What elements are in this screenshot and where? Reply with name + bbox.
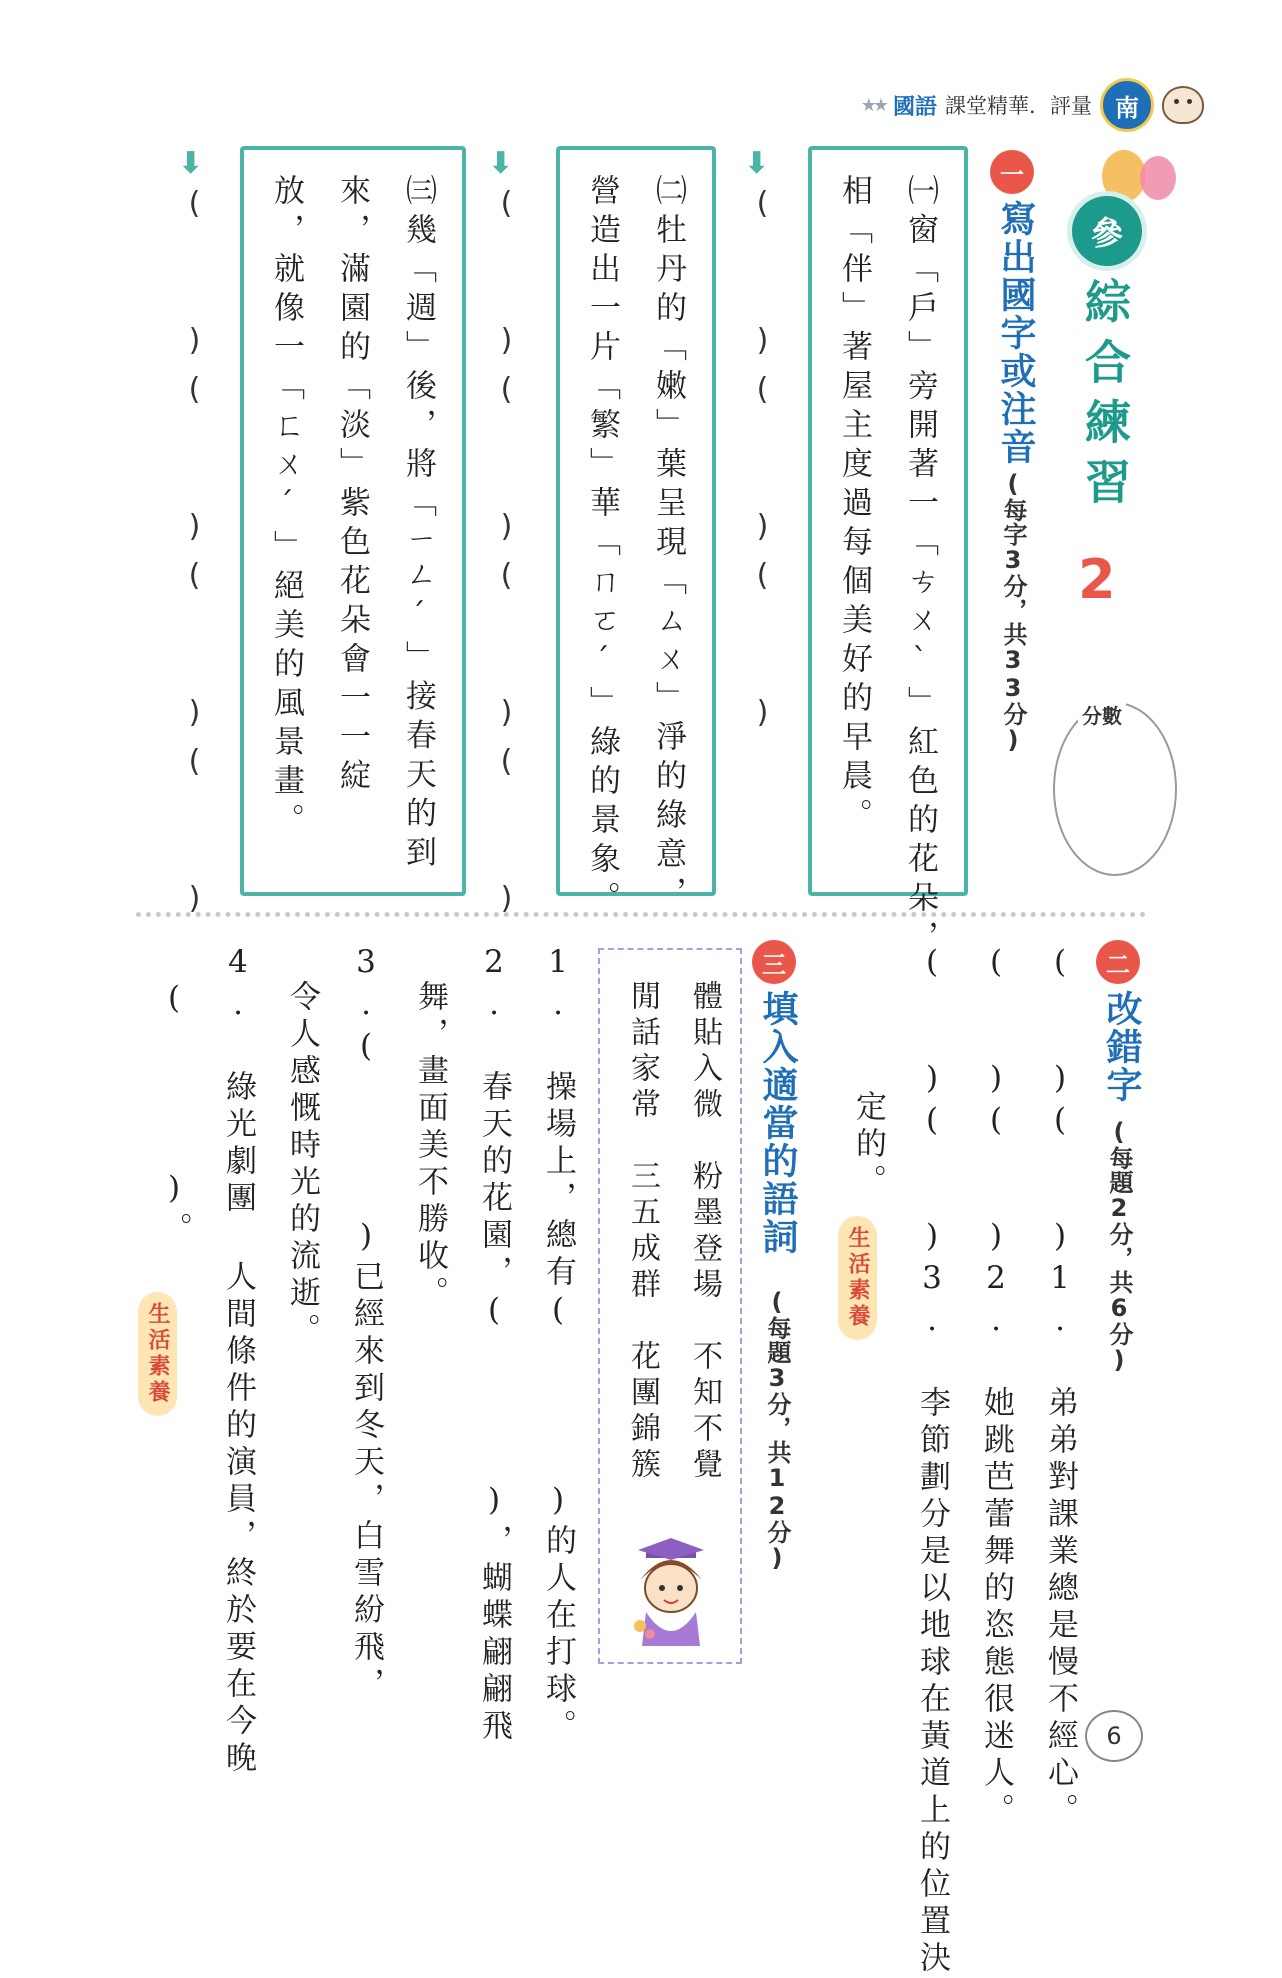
answer-blanks-2[interactable]: ( )( )( )( ) xyxy=(489,186,524,930)
q2-item-2: ( )( )2. 她跳芭蕾舞的恣態很迷人。 xyxy=(978,944,1014,1830)
passage-3-line-2: 來，滿園的「淡」紫色花朵會一一綻 xyxy=(334,174,370,798)
edition-badge: 南 xyxy=(1100,78,1154,132)
passage-box-3 xyxy=(240,146,466,896)
passage-2-line-1: ㈡牡丹的「嫩」葉呈現「ㄙㄨ」淨的綠意， xyxy=(650,174,686,915)
passage-3-line-3: 放，就像一「ㄈㄨˊ」絕美的風景畫。 xyxy=(268,174,304,842)
literacy-tag: 生活素養 xyxy=(838,1216,877,1340)
question-3-heading: 填入適當的語詞 xyxy=(757,990,798,1256)
section-number: 2 xyxy=(1078,548,1116,611)
passage-3-line-1: ㈢幾「週」後，將「ㄧㄥˊ」接春天的到 xyxy=(400,174,436,875)
question-2-number: 二 xyxy=(1096,940,1140,984)
question-2-heading: 改錯字 xyxy=(1101,990,1142,1104)
question-1-note: (每字3分，共33分) xyxy=(999,470,1027,754)
q2-item-1: ( )( )1. 弟弟對課業總是慢不經心。 xyxy=(1042,944,1078,1830)
passage-1-line-1: ㈠窗「戶」旁開著一「ㄘㄨˋ」紅色的花朵， xyxy=(902,174,938,959)
mascot-icon xyxy=(1162,86,1204,124)
answer-blanks-3[interactable]: ( )( )( )( ) xyxy=(177,186,212,930)
q2-item-3-cont: 定的。 xyxy=(850,1090,886,1201)
passage-1-line-2: 相「伴」著屋主度過每個美好的早晨。 xyxy=(836,174,872,837)
arrow-down-icon: ⬇ xyxy=(178,146,204,181)
word-bank xyxy=(598,948,742,1664)
section-divider xyxy=(136,912,1146,917)
word-bank-col-2: 閒話家常 三五成群 花團錦簇 xyxy=(625,980,660,1484)
q3-item-2: 2. 春天的花園，( )，蝴蝶翩翩飛 xyxy=(476,944,512,1746)
question-3-note: (每題3分，共12分) xyxy=(763,1288,791,1572)
question-2-note: (每題2分，共6分) xyxy=(1105,1118,1133,1374)
section-label: 參 xyxy=(1072,196,1142,266)
question-1-number: 一 xyxy=(990,150,1034,194)
subject-label: 國語 xyxy=(892,94,937,120)
arrow-down-icon: ⬇ xyxy=(744,146,770,181)
q3-item-2-cont: 舞，畫面美不勝收。 xyxy=(412,980,448,1313)
question-1-heading: 寫出國字或注音 xyxy=(995,200,1036,466)
answer-blanks-1[interactable]: ( )( )( ) xyxy=(745,186,780,744)
book-title: 課堂精華．評量 xyxy=(945,94,1092,118)
passage-box-2 xyxy=(556,146,716,920)
passage-2-line-2: 營造出一片「繁」華「ㄇㄛˊ」綠的景象。 xyxy=(584,174,620,920)
score-label: 分數 xyxy=(1078,700,1126,729)
question-3-number: 三 xyxy=(752,940,796,984)
q3-item-3: 3.( )已經來到冬天，白雪紛飛， xyxy=(348,944,384,1704)
q3-item-3-cont: 令人感慨時光的流逝。 xyxy=(284,980,320,1350)
arrow-down-icon: ⬇ xyxy=(488,146,514,181)
q3-item-1: 1. 操場上，總有( )的人在打球。 xyxy=(540,944,576,1746)
q3-item-4: 4. 綠光劇團 人間條件的演員，終於要在今晚 xyxy=(220,944,256,1778)
page-number: 6 xyxy=(1085,1710,1143,1762)
passage-box-1 xyxy=(808,146,968,959)
word-bank-col-1: 體貼入微 粉墨登場 不知不覺 xyxy=(687,980,722,1484)
q3-item-4-cont: ( )。 xyxy=(156,980,192,1249)
balloon-icon xyxy=(1140,156,1176,200)
stars-icon: ★★ xyxy=(860,94,885,116)
section-title: 綜合練習 xyxy=(1078,278,1132,518)
literacy-tag: 生活素養 xyxy=(138,1292,177,1416)
graduate-girl-icon xyxy=(616,1530,726,1650)
page-header xyxy=(861,78,1204,132)
q2-item-3: ( )( )3. 李節劃分是以地球在黃道上的位置決 xyxy=(914,944,950,1978)
